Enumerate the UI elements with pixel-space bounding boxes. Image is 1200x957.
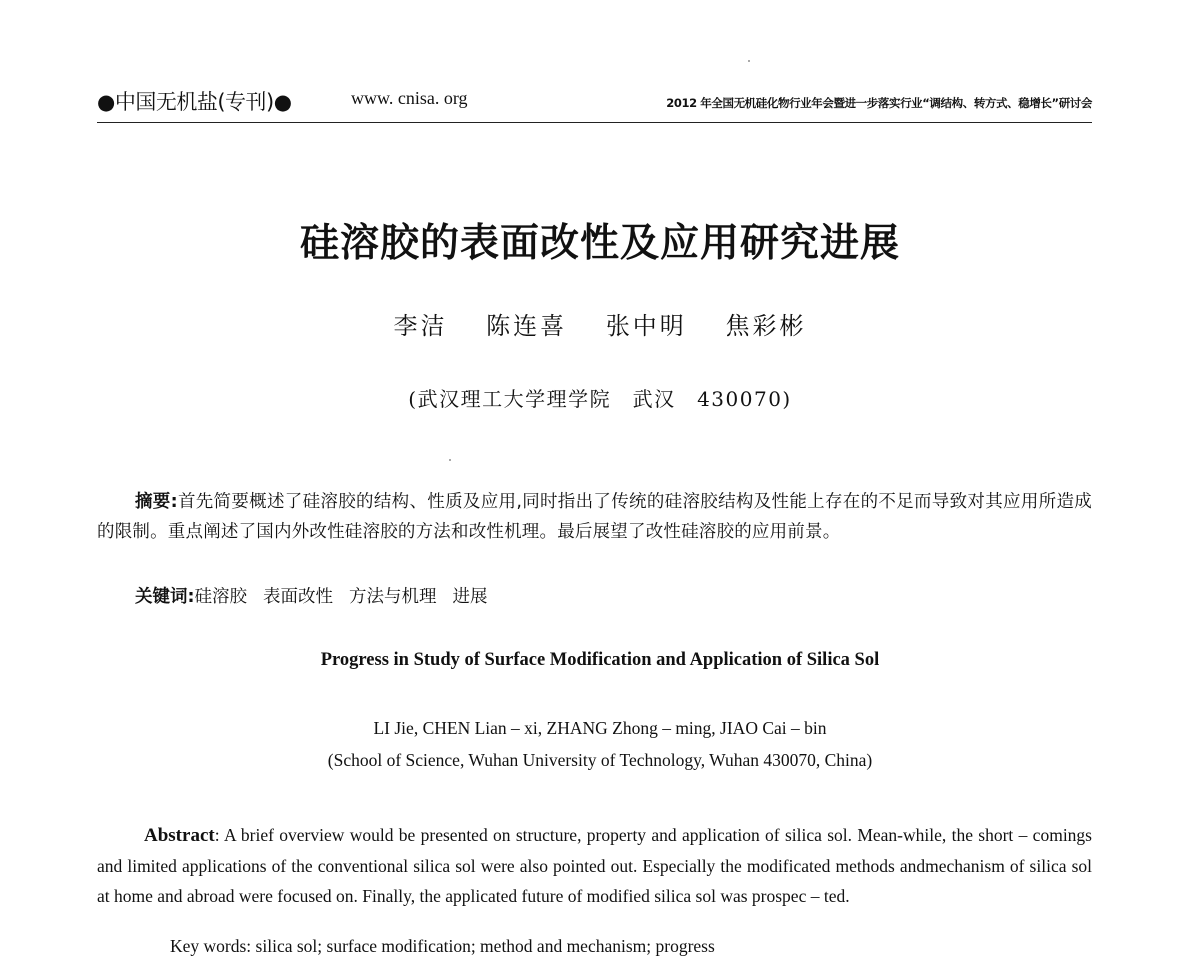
abstract-cn	[97, 487, 1092, 547]
running-header	[97, 86, 1092, 126]
affiliation-en: (School of Science, Wuhan University of Technology, Wuhan 430070, China)	[327, 750, 873, 770]
authors-en: LI Jie, CHEN Lian – xi, ZHANG Zhong – ming, JIAO Cai – bin	[373, 718, 827, 738]
paper-title-cn: 硅溶胶的表面改性及应用研究进展	[299, 220, 900, 266]
abstract-en	[97, 820, 1092, 911]
abstract-label-en: Abstract	[144, 825, 215, 846]
authors-cn	[0, 306, 1200, 341]
author-name: 陈连喜	[486, 312, 568, 340]
affiliation-cn: (武汉理工大学理学院 武汉 430070)	[408, 387, 792, 411]
abstract-text-en: A brief overview would be presented on structure, property and application of silica sol. Mean-while, the short – comings and limited applications of the conventional silica sol were also pointed out. Especially the modificated methods andmechanism of silica sol at home and abroad were focused on. Finally, the applicated future of modified silica sol was prospec – ted.	[97, 825, 1092, 906]
keyword: 硅溶胶	[194, 587, 247, 607]
keyword: 方法与机理	[349, 587, 437, 607]
author-name: 张中明	[605, 312, 687, 340]
journal-name: ●中国无机盐(专刊)●	[97, 90, 292, 114]
keyword: 表面改性	[263, 587, 333, 607]
keywords-en-cut-off: Key words: silica sol; surface modification; method and mechanism; progress	[170, 936, 715, 956]
header-rule	[97, 122, 1092, 123]
keywords-cn	[135, 583, 504, 608]
author-name: 焦彩彬	[725, 312, 807, 340]
keywords-label-cn: 关键词:	[135, 587, 195, 607]
scan-speck	[449, 459, 451, 461]
abstract-text-cn: 首先简要概述了硅溶胶的结构、性质及应用,同时指出了传统的硅溶胶结构及性能上存在的不足而导致对其应用所造成的限制。重点阐述了国内外改性硅溶胶的方法和改性机理。最后展望了改性硅溶胶的应用前景。	[97, 492, 1092, 542]
abstract-sep: :	[214, 825, 224, 845]
keyword: 进展	[452, 587, 488, 607]
author-name: 李洁	[393, 312, 448, 340]
scan-speck	[748, 60, 750, 62]
journal-url: www. cnisa. org	[351, 88, 468, 108]
conference-name: 2012 年全国无机硅化物行业年会暨进一步落实行业“调结构、转方式、稳增长”研讨会	[666, 96, 1092, 110]
abstract-label-cn: 摘要:	[135, 492, 178, 512]
paper-title-en: Progress in Study of Surface Modification and Application of Silica Sol	[320, 650, 880, 670]
